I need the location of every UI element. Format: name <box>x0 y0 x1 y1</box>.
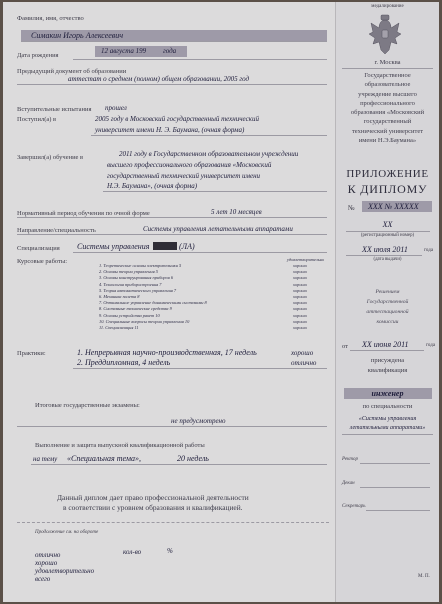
specialty-line-2: летательными аппаратами» <box>349 425 426 431</box>
practice-label: Практики: <box>17 350 46 357</box>
course-grade: хорошо <box>293 263 307 268</box>
practice-item-1-grade: хорошо <box>291 349 314 357</box>
number-prefix: № <box>348 204 355 212</box>
decision-underline <box>350 350 424 351</box>
practice-item-2-grade: отлично <box>291 359 317 367</box>
course-grade: хорошо <box>293 294 307 299</box>
redacted-block <box>153 242 177 250</box>
title-line-1: ПРИЛОЖЕНИЕ <box>346 168 429 180</box>
term-underline <box>17 217 327 218</box>
courses-header: удовлетворительно <box>287 257 325 262</box>
left-column <box>3 2 336 602</box>
thesis-value: «Специальная тема», <box>67 454 141 463</box>
specialization-label: Специализация <box>17 245 60 252</box>
course-grade: хорошо <box>293 269 307 275</box>
admitted-label: Поступил(а) в <box>17 116 57 123</box>
diploma-supplement-page <box>3 2 439 602</box>
course-grade: хорошо <box>293 325 307 330</box>
admitted-value-2: университет имени Н. Э. Баумана, (очная форма) <box>95 126 245 134</box>
course-grade: хорошо <box>293 318 307 324</box>
completed-value-4: Н.Э. Баумана», (очная форма) <box>107 182 198 190</box>
dob-underline <box>73 59 327 60</box>
decision-suffix: года <box>426 343 436 348</box>
issue-date: XX июля 2011 <box>362 245 408 254</box>
reg-underline <box>346 231 430 232</box>
rights-line-1: Данный диплом дает право профессиональной деятельности <box>57 493 249 502</box>
term-label: Нормативный период обучения по очной форме <box>17 210 150 217</box>
decision-line-2: Государственной <box>366 299 409 305</box>
stamp-label: М. П. <box>418 574 430 579</box>
thesis-underline <box>31 464 327 465</box>
course-grade: хорошо <box>293 300 307 306</box>
dean-signature-line <box>360 487 430 488</box>
course-item: 4. Технология приборостроения 7 <box>99 281 162 287</box>
institution-line: профессионального <box>360 99 415 107</box>
qualification: инженер <box>371 389 404 398</box>
secretary-signature-line <box>366 510 430 511</box>
thesis-label: Выполнение и защита выпускной квалификационной работы <box>35 442 205 449</box>
course-grade: хорошо <box>293 275 307 281</box>
percent-label: % <box>167 547 173 555</box>
number-value: XXX № XXXXX <box>368 202 419 211</box>
direction-underline <box>17 234 327 235</box>
fio-value: Симакин Игорь Алексеевич <box>31 31 124 40</box>
awarded-line-1: присуждена <box>370 357 405 364</box>
specialty-line-1: «Системы управления <box>358 416 417 422</box>
dob-suffix: года <box>163 47 177 55</box>
decision-line-3: аттестационной <box>366 309 409 315</box>
specialization-suffix: (ЛА) <box>179 242 195 251</box>
course-item: 1. Теоретические основы электротехники 5 <box>99 263 182 268</box>
exams-label: Вступительные испытания <box>17 106 92 113</box>
dob-label: Дата рождения <box>17 52 59 59</box>
practice-item-1: 1. Непрерывная научно-производственная, 17 недель <box>77 348 257 357</box>
practice-item-2: 2. Преддипломная, 4 недель <box>77 358 171 367</box>
decision-date: XX июня 2011 <box>362 340 409 349</box>
thesis-weeks: 20 недель <box>177 454 209 463</box>
course-item: 3. Основы конструирования приборов 6 <box>99 275 174 281</box>
state-exams-value: не предусмотрено <box>171 417 226 425</box>
course-grade: хорошо <box>293 287 307 293</box>
course-item: 2. Основы теории управления 5 <box>99 269 158 275</box>
decision-line-1: Решением <box>375 289 400 295</box>
summary-excellent: отлично <box>35 551 61 559</box>
completed-label: Завершил(а) обучение в <box>17 154 84 161</box>
institution-line: государственный <box>363 118 412 126</box>
institution-line: образования «Московский <box>350 109 425 117</box>
prev-doc-value: аттестат о среднем (полном) общем образовании, 2005 год <box>68 75 250 83</box>
prev-doc-label: Предыдущий документ об образовании <box>17 68 127 75</box>
completed-underline <box>103 191 327 192</box>
reg-value: XX <box>382 220 393 229</box>
count-label: кол-во <box>123 548 142 556</box>
emblem-caption: медалирование <box>371 4 404 9</box>
institution-line: технический университет <box>351 127 424 135</box>
awarded-line-2: квалификация <box>367 367 408 374</box>
thesis-prefix: на тему <box>33 455 58 463</box>
city: г. Москва <box>374 59 401 66</box>
course-item: 10. Специальные вопросы теории управления 10 <box>99 318 190 324</box>
institution-line: Государственное <box>364 72 411 79</box>
state-exams-underline <box>17 426 327 427</box>
term-value: 5 лет 10 месяцев <box>211 208 262 216</box>
courses-label: Курсовые работы: <box>17 258 68 265</box>
issue-underline <box>346 255 422 256</box>
by-specialty: по специальности <box>362 403 413 410</box>
secretary-label: Секретарь <box>342 504 366 509</box>
practice-underline <box>73 368 327 369</box>
issue-caption: (дата выдачи) <box>373 257 402 262</box>
course-grade: хорошо <box>293 281 307 287</box>
issue-suffix: года <box>424 248 434 253</box>
institution-line: образовательное <box>364 81 411 89</box>
summary-total: всего <box>35 575 51 583</box>
course-item: 11. Специализация 11 <box>99 325 139 330</box>
completed-value-1: 2011 году в Государственном образовательном учреждении <box>119 150 299 158</box>
state-exams-label: Итоговые государственные экзамены: <box>35 402 140 409</box>
specialization-underline <box>73 252 327 253</box>
course-item: 8. Системные технические средства 9 <box>99 306 172 312</box>
course-item: 6. Механика полета 8 <box>99 294 140 299</box>
specialization-value: Системы управления <box>77 242 150 251</box>
course-item: 7. Оптимальное управление динамическими системами 8 <box>99 300 207 306</box>
course-grade: хорошо <box>293 306 307 312</box>
title-line-2: К ДИПЛОМУ <box>347 182 428 196</box>
dob-value: 12 августа 199 <box>101 47 147 55</box>
right-column <box>336 2 439 602</box>
admitted-underline <box>91 135 327 136</box>
course-item: 5. Теория автоматического управления 7 <box>99 287 177 293</box>
dean-label: Декан <box>342 481 355 486</box>
decision-line-4: комиссии <box>376 319 399 325</box>
reg-caption: (регистрационный номер) <box>360 233 415 238</box>
course-grade: хорошо <box>293 312 307 318</box>
institution-line: учреждение высшего <box>358 90 417 98</box>
summary-good: хорошо <box>35 559 58 567</box>
admitted-value-1: 2005 году в Московский государственный технический <box>95 115 259 123</box>
rector-signature-line <box>360 463 430 464</box>
institution-line: имени Н.Э.Баумана» <box>358 137 417 145</box>
prev-doc-underline <box>17 84 327 85</box>
completed-value-3: государственный технический университет имени <box>107 172 261 180</box>
rector-label: Ректор <box>342 457 358 462</box>
summary-satisfactory: удовлетворительно <box>35 567 95 575</box>
specialty-underline <box>342 434 433 435</box>
fio-label: Фамилия, имя, отчество <box>17 15 84 22</box>
exams-value: прошел <box>105 104 127 112</box>
rights-line-2: в соответствии с уровнем образования и квалификацией. <box>63 503 243 512</box>
completed-value-2: высшего профессионального образования «Московский <box>107 161 272 169</box>
fio-underline <box>21 41 327 42</box>
direction-label: Направление/специальность <box>17 227 96 234</box>
course-item: 9. Основы устройства ракет 10 <box>99 312 160 318</box>
divider <box>17 522 329 523</box>
direction-value: Системы управления летательными аппаратами <box>143 225 293 233</box>
city-underline <box>342 68 433 69</box>
decision-from: от <box>342 343 349 350</box>
institution-name <box>336 71 439 145</box>
double-headed-eagle-emblem <box>367 14 403 56</box>
continued-label: Продолжение см. на обороте <box>35 530 99 535</box>
